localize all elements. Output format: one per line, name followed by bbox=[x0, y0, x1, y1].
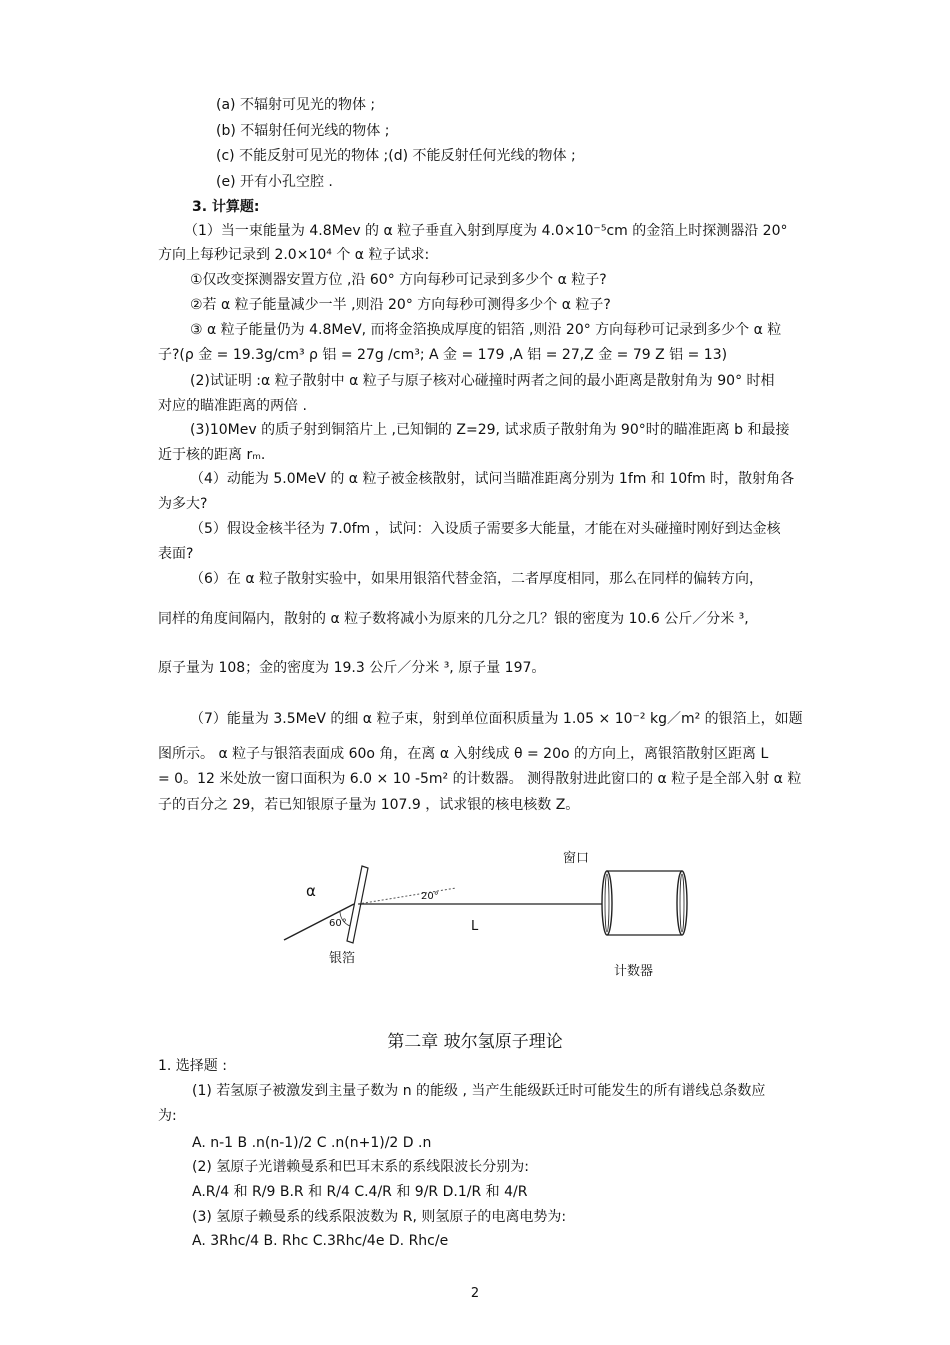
answer-options: A. n-1 B .n(n-1)/2 C .n(n+1)/2 D .n bbox=[192, 1135, 432, 1151]
question-line: (2) 氢原子光谱赖曼系和巴耳末系的系线限波长分别为: bbox=[192, 1159, 529, 1175]
question-line: (1) 若氢原子被激发到主量子数为 n 的能级 , 当产生能级跃迁时可能发生的所有谱线总条数应 bbox=[192, 1083, 766, 1099]
question-line: 为: bbox=[158, 1108, 177, 1124]
question-line: (3) 氢原子赖曼系的线系限波数为 R, 则氢原子的电离电势为: bbox=[192, 1209, 567, 1225]
counter-window bbox=[602, 871, 612, 935]
angle-20-label: 20° bbox=[421, 891, 439, 902]
problem-line: 对应的瞄准距离的两倍 . bbox=[158, 398, 307, 414]
distance-label: L bbox=[471, 919, 479, 934]
foil-label: 银箔 bbox=[329, 951, 356, 966]
problem-line: 原子量为 108；金的密度为 19.3 公斤／分米 ³, 原子量 197。 bbox=[158, 660, 546, 676]
problem-line: = 0。12 米处放一窗口面积为 6.0 × 10 -5m² 的计数器。 测得散射进此窗口的 α 粒子是全部入射 α 粒 bbox=[158, 771, 802, 787]
problem-line: 为多大? bbox=[158, 496, 208, 512]
problem-line: 方向上每秒记录到 2.0×10⁴ 个 α 粒子试求: bbox=[158, 247, 430, 263]
chapter-title: 第二章 玻尔氢原子理论 bbox=[387, 1032, 563, 1052]
option-c-d: (c) 不能反射可见光的物体 ;(d) 不能反射任何光线的物体 ; bbox=[216, 148, 576, 164]
problem-line: (3)10Mev 的质子射到铜箔片上 ,已知铜的 Z=29, 试求质子散射角为 90°时的瞄准距离 b 和最接 bbox=[190, 422, 790, 438]
section-heading: 3. 计算题: bbox=[192, 199, 260, 215]
problem-line: 近于核的距离 rₘ. bbox=[158, 447, 266, 463]
problem-line: 子?(ρ 金 = 19.3g/cm³ ρ 铝 = 27g /cm³; A 金 = 179 ,A 铝 = 27,Z 金 = 79 Z 铝 = 13) bbox=[158, 347, 728, 363]
problem-line: 图所示。 α 粒子与银箔表面成 60o 角，在离 α 入射线成 θ = 20o 的方向上，离银箔散射区距离 L bbox=[158, 746, 769, 762]
option-b: (b) 不辐射任何光线的物体 ; bbox=[216, 123, 390, 139]
problem-line: 表面? bbox=[158, 546, 194, 562]
option-e: (e) 开有小孔空腔 . bbox=[216, 174, 333, 190]
problem-line: （1）当一束能量为 4.8Mev 的 α 粒子垂直入射到厚度为 4.0×10⁻⁵cm 的金箔上时探测器沿 20° bbox=[184, 223, 788, 239]
problem-line: （4）动能为 5.0MeV 的 α 粒子被金核散射，试问当瞄准距离分别为 1fm 和 10fm 时，散射角各 bbox=[190, 471, 795, 487]
chapter-section-heading: 1. 选择题 : bbox=[158, 1058, 227, 1074]
problem-line: （5）假设金核半径为 7.0fm ，试问：入设质子需要多大能量，才能在对头碰撞时刚好到达金核 bbox=[190, 521, 781, 537]
problem-line: ②若 α 粒子能量减少一半 ,则沿 20° 方向每秒可测得多少个 α 粒子? bbox=[190, 297, 611, 313]
problem-line: （6）在 α 粒子散射实验中，如果用银箔代替金箔，二者厚度相同，那么在同样的偏转方向， bbox=[190, 571, 764, 587]
counter-label: 计数器 bbox=[614, 964, 654, 979]
scatter-ray bbox=[358, 888, 456, 904]
problem-line: ③ α 粒子能量仍为 4.8MeV, 而将金箔换成厚度的铝箔 ,则沿 20° 方向每秒可记录到多少个 α 粒 bbox=[190, 322, 782, 338]
scattering-diagram bbox=[270, 840, 710, 990]
problem-line: （7）能量为 3.5MeV 的细 α 粒子束，射到单位面积质量为 1.05 × 10⁻² kg／m² 的银箔上，如题 bbox=[190, 711, 803, 727]
window-label: 窗口 bbox=[563, 851, 590, 866]
option-a: (a) 不辐射可见光的物体 ; bbox=[216, 97, 376, 113]
problem-line: ①仅改变探测器安置方位 ,沿 60° 方向每秒可记录到多少个 α 粒子? bbox=[190, 272, 607, 288]
problem-line: (2)试证明 :α 粒子散射中 α 粒子与原子核对心碰撞时两者之间的最小距离是散射角为 90° 时相 bbox=[190, 373, 775, 389]
alpha-label: α bbox=[306, 882, 316, 900]
page-number: 2 bbox=[470, 1286, 480, 1301]
problem-line: 同样的角度间隔内，散射的 α 粒子数将减小为原来的几分之几？银的密度为 10.6 公斤／分米 ³, bbox=[158, 611, 749, 627]
counter-body-end bbox=[677, 871, 687, 935]
angle-60-label: 60° bbox=[329, 918, 347, 929]
answer-options: A.R/4 和 R/9 B.R 和 R/4 C.4/R 和 9/R D.1/R 和 4/R bbox=[192, 1184, 528, 1200]
problem-line: 子的百分之 29，若已知银原子量为 107.9 ，试求银的核电核数 Z。 bbox=[158, 797, 580, 813]
answer-options: A. 3Rhc/4 B. Rhc C.3Rhc/4e D. Rhc/e bbox=[192, 1233, 449, 1249]
